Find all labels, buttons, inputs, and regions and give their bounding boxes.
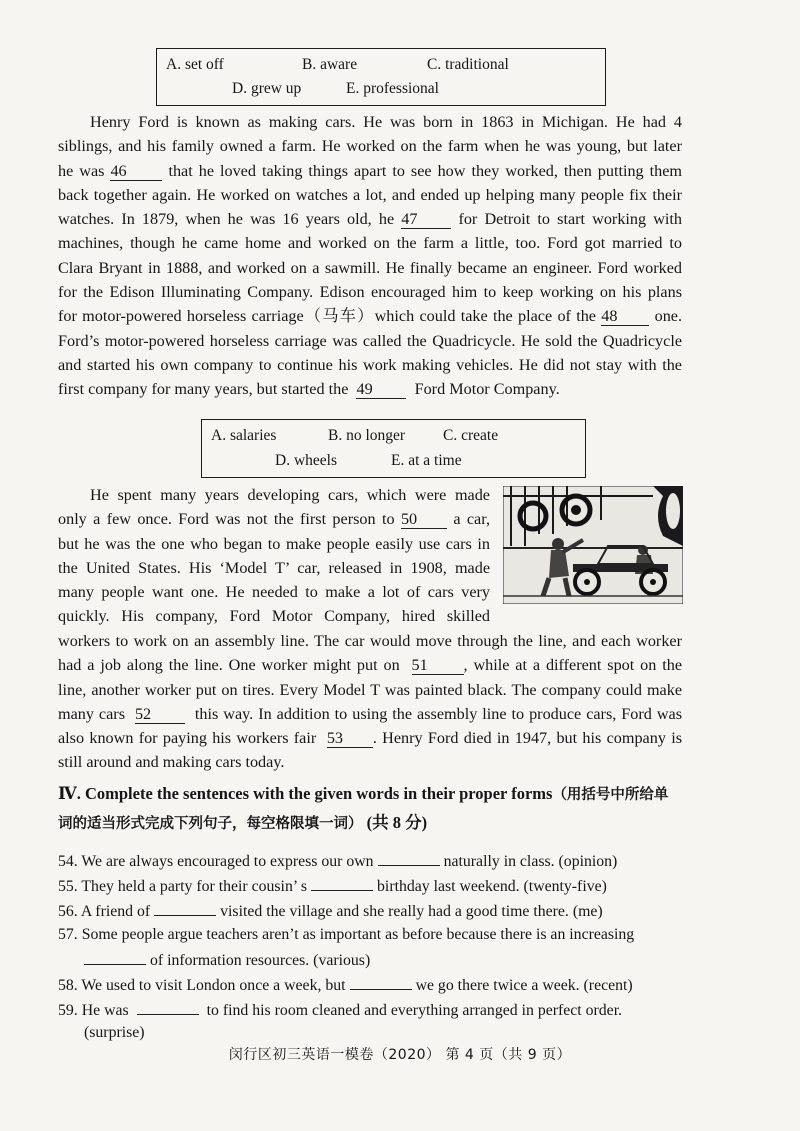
blank-46: 46: [110, 162, 162, 181]
option-d: D. wheels: [275, 452, 337, 469]
option-e: E. professional: [346, 80, 439, 97]
answer-blank-58[interactable]: [350, 975, 412, 990]
answer-blank-56[interactable]: [154, 901, 216, 916]
assembly-line-illustration: [503, 486, 683, 604]
blank-47: 47: [401, 210, 451, 229]
answer-blank-57[interactable]: [84, 950, 146, 965]
question-57-cont: of information resources. (various): [84, 950, 370, 970]
section-4-heading: Ⅳ. Complete the sentences with the given words in their proper forms（用括号中所给单 词的适当形式完成下列句子，每空格限填一词） (共 8 分): [58, 784, 669, 832]
question-59-cont: (surprise): [84, 1024, 145, 1041]
option-c: C. create: [443, 427, 499, 444]
option-a: A. set off: [166, 56, 224, 73]
blank-51: 51: [412, 656, 464, 675]
blank-49: 49: [356, 380, 406, 399]
question-59: 59. He was to find his room cleaned and everything arranged in perfect order.: [58, 1002, 623, 1019]
option-c: C. traditional: [427, 56, 509, 73]
question-57: 57. Some people argue teachers aren’t as important as before because there is an increasing: [58, 926, 635, 943]
passage-henry-ford-part2-top: He spent many years developing cars, which were made only a few once. Ford was not the first person to 50 a car, but he was the one who began to make people easily use cars in the United States. His ‘Model T’ car, released in 1908, made many people want one. He needed to make a lot of cars very quickly. His company, Ford Motor Company, hired skilled: [58, 486, 491, 626]
option-b: B. no longer: [328, 427, 406, 444]
blank-50: 50: [401, 510, 447, 529]
blank-52: 52: [135, 705, 185, 724]
answer-blank-54[interactable]: [378, 851, 440, 866]
blank-48: 48: [601, 307, 649, 326]
question-54: 54. We are always encouraged to express our own naturally in class. (opinion): [58, 853, 618, 870]
option-a: A. salaries: [211, 427, 277, 444]
word-box-46-49: [156, 48, 606, 106]
answer-blank-59[interactable]: [137, 1000, 199, 1015]
option-e: E. at a time: [391, 452, 462, 469]
question-56: 56. A friend of visited the village and she really had a good time there. (me): [58, 903, 603, 920]
word-box-50-53: [201, 419, 586, 478]
answer-blank-55[interactable]: [311, 876, 373, 891]
question-55: 55. They held a party for their cousin’ s birthday last weekend. (twenty-five): [58, 878, 607, 895]
passage-henry-ford-part2-bottom: workers to work on an assembly line. The car would move through the line, and each worker had a job along the line. One worker might put on 51 , while at a different spot on the line, another worker put on tires. Every Model T was painted black. The company could make many cars 52 this way. In addition to using the assembly line to produce cars, Ford was also known for paying his workers fair 53 . Henry Ford died in 1947, but his company is still around and making cars today.: [58, 632, 683, 772]
option-b: B. aware: [302, 56, 358, 73]
question-58: 58. We used to visit London once a week, but we go there twice a week. (recent): [58, 977, 633, 994]
passage-henry-ford-part1: Henry Ford is known as making cars. He was born in 1863 in Michigan. He had 4 siblings, and his family owned a farm. He worked on the farm when he was young, but later he was 46 that he loved taking things apart to see how they worked, then putting them back together again. He worked on watches a lot, and ended up helping many people fix their watches. In 1879, when he was 16 years old, he 47 for Detroit to start working with machines, though he came home and worked on the farm a little, too. Ford got married to Clara Bryant in 1888, and worked on a sawmill. He finally became an engineer. Ford worked for the Edison Illuminating Company. Edison encouraged him to keep working on his plans for motor-powered horseless carriage（马车）which could take the place of the 48 one. Ford’s motor-powered horseless carriage was called the Quadricycle. He sold the Quadricycle and started his own company to continue his work making vehicles. He did not stay with the first company for many years, but started the 49 Ford Motor Company.: [58, 113, 683, 399]
option-d: D. grew up: [232, 80, 302, 97]
page-footer: 闵行区初三英语一模卷（2020） 第 4 页（共 9 页）: [228, 1047, 572, 1063]
blank-53: 53: [327, 729, 373, 748]
